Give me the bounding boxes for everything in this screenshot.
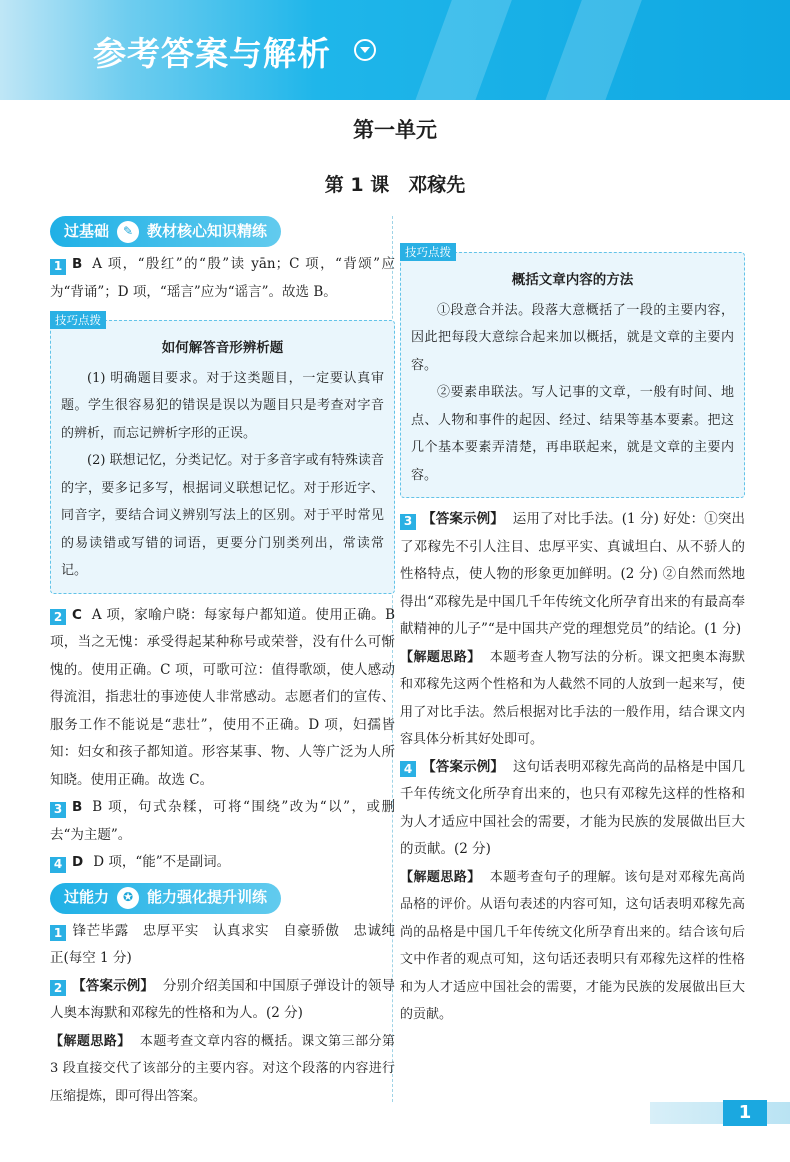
tips-paragraph: ①段意合并法。段落大意概括了一段的主要内容，因此把每段大意综合起来加以概括，就是文章的主要内容。 <box>411 302 734 373</box>
answer-text: 这句话表明邓稼先高尚的品格是中国几千年传统文化所孕育出来的，也只有邓稼先这样的性格和为人才适应中国社会的需要，才能为民族的发展做出巨大的贡献。(2 分) <box>400 758 745 857</box>
banner-stripe <box>524 0 657 100</box>
analysis-body: 本题考查句子的理解。该句是对邓稼先高尚品格的评价。从语句表述的内容可知，这句话表明邓稼先高尚的品格是中国几千年传统文化所孕育出来的。结合该句后文中作者的观点可知，这句话还表明只有邓稼先这样的性格和为人才适应中国社会的需要，才能为民族的发展做出巨大的贡献。 <box>400 869 745 1022</box>
answer-item <box>50 849 395 877</box>
banner-stripe <box>394 0 527 100</box>
answer-text: B 项，句式杂糅，可将“围绕”改为“以”，或删去“为主题”。 <box>50 799 395 843</box>
analysis-body: 本题考查人物写法的分析。课文把奥本海默和邓稼先这两个性格和为人截然不同的人放到一起来写，使用了对比手法。然后根据对比手法的一般作用，结合课文内容具体分析其好处即可。 <box>400 649 745 747</box>
analysis-text <box>400 864 745 1029</box>
answer-tag: 【答案示例】 <box>422 758 505 775</box>
answer-text: D 项，“能”不是副词。 <box>93 854 231 870</box>
tips-box <box>400 245 745 498</box>
analysis-text <box>50 1028 395 1111</box>
header-banner <box>0 0 790 100</box>
tips-label: 技巧点拨 <box>400 243 456 261</box>
banner-title: 参考答案与解析 <box>93 34 331 73</box>
tips-paragraph: (1) 明确题目要求。对于这类题目，一定要认真审题。学生很容易犯的错误是误以为题目只是考查对字音的辨析，而忘记辨析字形的正误。 <box>61 370 384 441</box>
analysis-tag: 【解题思路】 <box>50 1033 131 1049</box>
tips-title: 如何解答音形辨析题 <box>161 340 284 356</box>
answer-letter: D <box>72 854 84 870</box>
answer-item <box>400 754 745 864</box>
question-number: 4 <box>50 857 66 873</box>
analysis-tag: 【解题思路】 <box>400 869 481 885</box>
answer-tag: 【答案示例】 <box>72 977 155 994</box>
answer-text: 运用了对比手法。(1 分) 好处：①突出了邓稼先不引人注目、忠厚平实、真诚坦白、从不骄人的性格特点，使人物的形象更加鲜明。(2 分) ②自然而然地得出“邓稼先是中国几千年传统文化所孕育出来的有最高奉献精神的儿子”“是中国共产党的理想党员”的结论。(1 分) <box>400 511 745 637</box>
unit-title: 第一单元 <box>353 118 437 142</box>
section-header-subtitle: 能力强化提升训练 <box>147 888 268 907</box>
answer-text: A 项，“殷红”的“殷”读 yān；C 项，“背颂”应为“背诵”；D 项，“瑶言”应为“谣言”。故选 B。 <box>50 256 395 300</box>
question-number: 2 <box>50 609 66 625</box>
answer-letter: C <box>72 606 82 623</box>
page-tab <box>650 1102 790 1124</box>
section-header-label: 过基础 <box>64 221 110 240</box>
chevron-down-icon <box>354 39 376 61</box>
analysis-text <box>400 644 745 754</box>
answer-tag: 【答案示例】 <box>422 511 504 527</box>
book-icon: ✎ <box>117 221 139 243</box>
question-number: 4 <box>400 761 416 777</box>
answer-text: 分别介绍美国和中国原子弹设计的领导人奥本海默和邓稼先的性格和为人。(2 分) <box>50 977 395 1021</box>
answer-item <box>50 973 395 1028</box>
tips-box <box>50 313 395 594</box>
answer-item <box>50 602 395 795</box>
tips-title: 概括文章内容的方法 <box>511 272 634 288</box>
question-number: 1 <box>50 925 66 941</box>
answer-text: A 项，家喻户晓：每家每户都知道。使用正确。B 项，当之无愧：承受得起某种称号或荣誉，没有什么可惭愧的。使用正确。C 项，可歌可泣：值得歌颂，使人感动得流泪，指悲壮的事迹使人非常感动。志愿者们的宣传、服务工作不能说是“悲壮”，使用不正确。D 项，妇孺皆知：妇女和孩子都知道。形容某事、物、人等广泛为人所知晓。使用正确。故选 C。 <box>50 606 395 788</box>
answer-text: 锋芒毕露 忠厚平实 认真求实 自豪骄傲 忠诚纯正(每空 1 分) <box>50 922 395 966</box>
question-number: 3 <box>50 802 66 818</box>
medal-icon: ✪ <box>117 887 139 909</box>
question-number: 3 <box>400 514 416 530</box>
section-header-ability <box>50 883 281 914</box>
answer-item <box>50 918 395 973</box>
left-column <box>50 214 395 1110</box>
analysis-body: 本题考查文章内容的概括。课文第三部分第 3 段直接交代了该部分的主要内容。对这个段落的内容进行压缩提炼，即可得出答案。 <box>50 1033 395 1104</box>
question-number: 1 <box>50 259 66 275</box>
lesson-title: 第 1 课 邓稼先 <box>324 174 466 196</box>
answer-letter: B <box>72 799 83 815</box>
section-header-subtitle: 教材核心知识精练 <box>147 221 268 240</box>
tips-label: 技巧点拨 <box>50 311 106 329</box>
tips-paragraph: ②要素串联法。写人记事的文章，一般有时间、地点、人物和事件的起因、经过、结果等基本要素。把这几个基本要素弄清楚，再串联起来，就是文章的主要内容。 <box>411 385 734 483</box>
answer-item <box>50 794 395 849</box>
answer-item <box>50 251 395 306</box>
section-header-label: 过能力 <box>64 888 110 907</box>
right-column <box>400 214 745 1029</box>
answer-item <box>400 506 745 644</box>
tips-paragraph: (2) 联想记忆，分类记忆。对于多音字或有特殊读音的字，要多记多写，根据词义联想记忆。对于形近字、同音字，要结合词义辨别写法上的区别。对于平时常见的易读错或写错的词语，更要分门别类列出，常读常记。 <box>61 453 384 578</box>
analysis-tag: 【解题思路】 <box>400 649 481 665</box>
section-header-basics <box>50 216 281 247</box>
answer-letter: B <box>72 256 83 272</box>
page-number: 1 <box>723 1100 767 1126</box>
question-number: 2 <box>50 980 66 996</box>
